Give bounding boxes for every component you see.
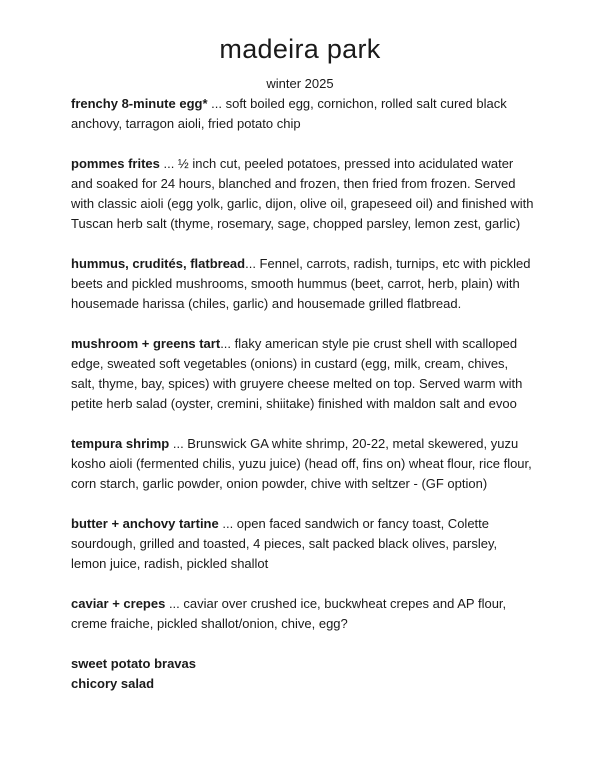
menu-list	[71, 94, 535, 694]
menu-item-caviar-crepes	[71, 594, 535, 634]
menu-item-description: ... ½ inch cut, peeled potatoes, pressed into acidulated water and soaked for 24 hours, blanched and frozen, then fried from frozen. Served with classic aioli (egg yolk, garlic, dijon, olive oil, grapeseed oil) and finished with Tuscan herb salt (thyme, rosemary, sage, chopped parsley, lemon zest, garlic)	[71, 156, 534, 231]
menu-item-name: hummus, crudités, flatbread	[71, 256, 246, 271]
menu-item-description: ... Brunswick GA white shrimp, 20-22, metal skewered, yuzu kosho aioli (fermented chilis, yuzu juice) (head off, fins on) wheat flour, rice flour, corn starch, garlic powder, onion powder, chive with seltzer - (GF option)	[71, 436, 532, 491]
menu-item-frenchy-egg	[71, 94, 535, 134]
menu-item-description: ... flaky american style pie crust shell with scalloped edge, sweated soft vegetables (onions) in custard (egg, milk, cream, chives, salt, thyme, bay, spices) with gruyere cheese melted on top. Served warm with petite herb salad (oyster, cremini, shiitake) finished with maldon salt and evoo	[71, 336, 523, 411]
menu-item-name: pommes frites	[71, 156, 160, 171]
menu-item-description: ... open faced sandwich or fancy toast, Colette sourdough, grilled and toasted, 4 pieces, salt packed black olives, parsley, lemon juice, radish, pickled shallot	[71, 516, 498, 571]
menu-item-pommes-frites	[71, 154, 535, 234]
menu-item-tempura-shrimp	[71, 434, 535, 494]
page-subtitle: winter 2025	[266, 76, 334, 91]
menu-item-anchovy-tartine	[71, 514, 535, 574]
menu-item-description: ... Fennel, carrots, radish, turnips, etc with pickled beets and pickled mushrooms, smooth hummus (beet, carrot, herb, plain) with housemade harissa (chiles, garlic) and housemade grilled flatbread.	[71, 256, 531, 311]
menu-item-description: ... soft boiled egg, cornichon, rolled salt cured black anchovy, tarragon aioli, fried potato chip	[71, 96, 507, 131]
menu-extra-item: sweet potato bravas	[71, 656, 196, 671]
menu-item-name: caviar + crepes	[71, 596, 166, 611]
menu-item-description: ... caviar over crushed ice, buckwheat crepes and AP flour, creme fraiche, pickled shallot/onion, chive, egg?	[71, 596, 507, 631]
menu-item-mushroom-tart	[71, 334, 535, 414]
menu-extras	[71, 654, 535, 694]
menu-item-name: mushroom + greens tart	[71, 336, 221, 351]
menu-item-name: butter + anchovy tartine	[71, 516, 219, 531]
menu-extra-item: chicory salad	[71, 676, 155, 691]
menu-item-hummus	[71, 254, 535, 314]
page-title: madeira park	[219, 34, 381, 64]
menu-item-name: tempura shrimp	[71, 436, 170, 451]
menu-item-name: frenchy 8-minute egg*	[71, 96, 208, 111]
